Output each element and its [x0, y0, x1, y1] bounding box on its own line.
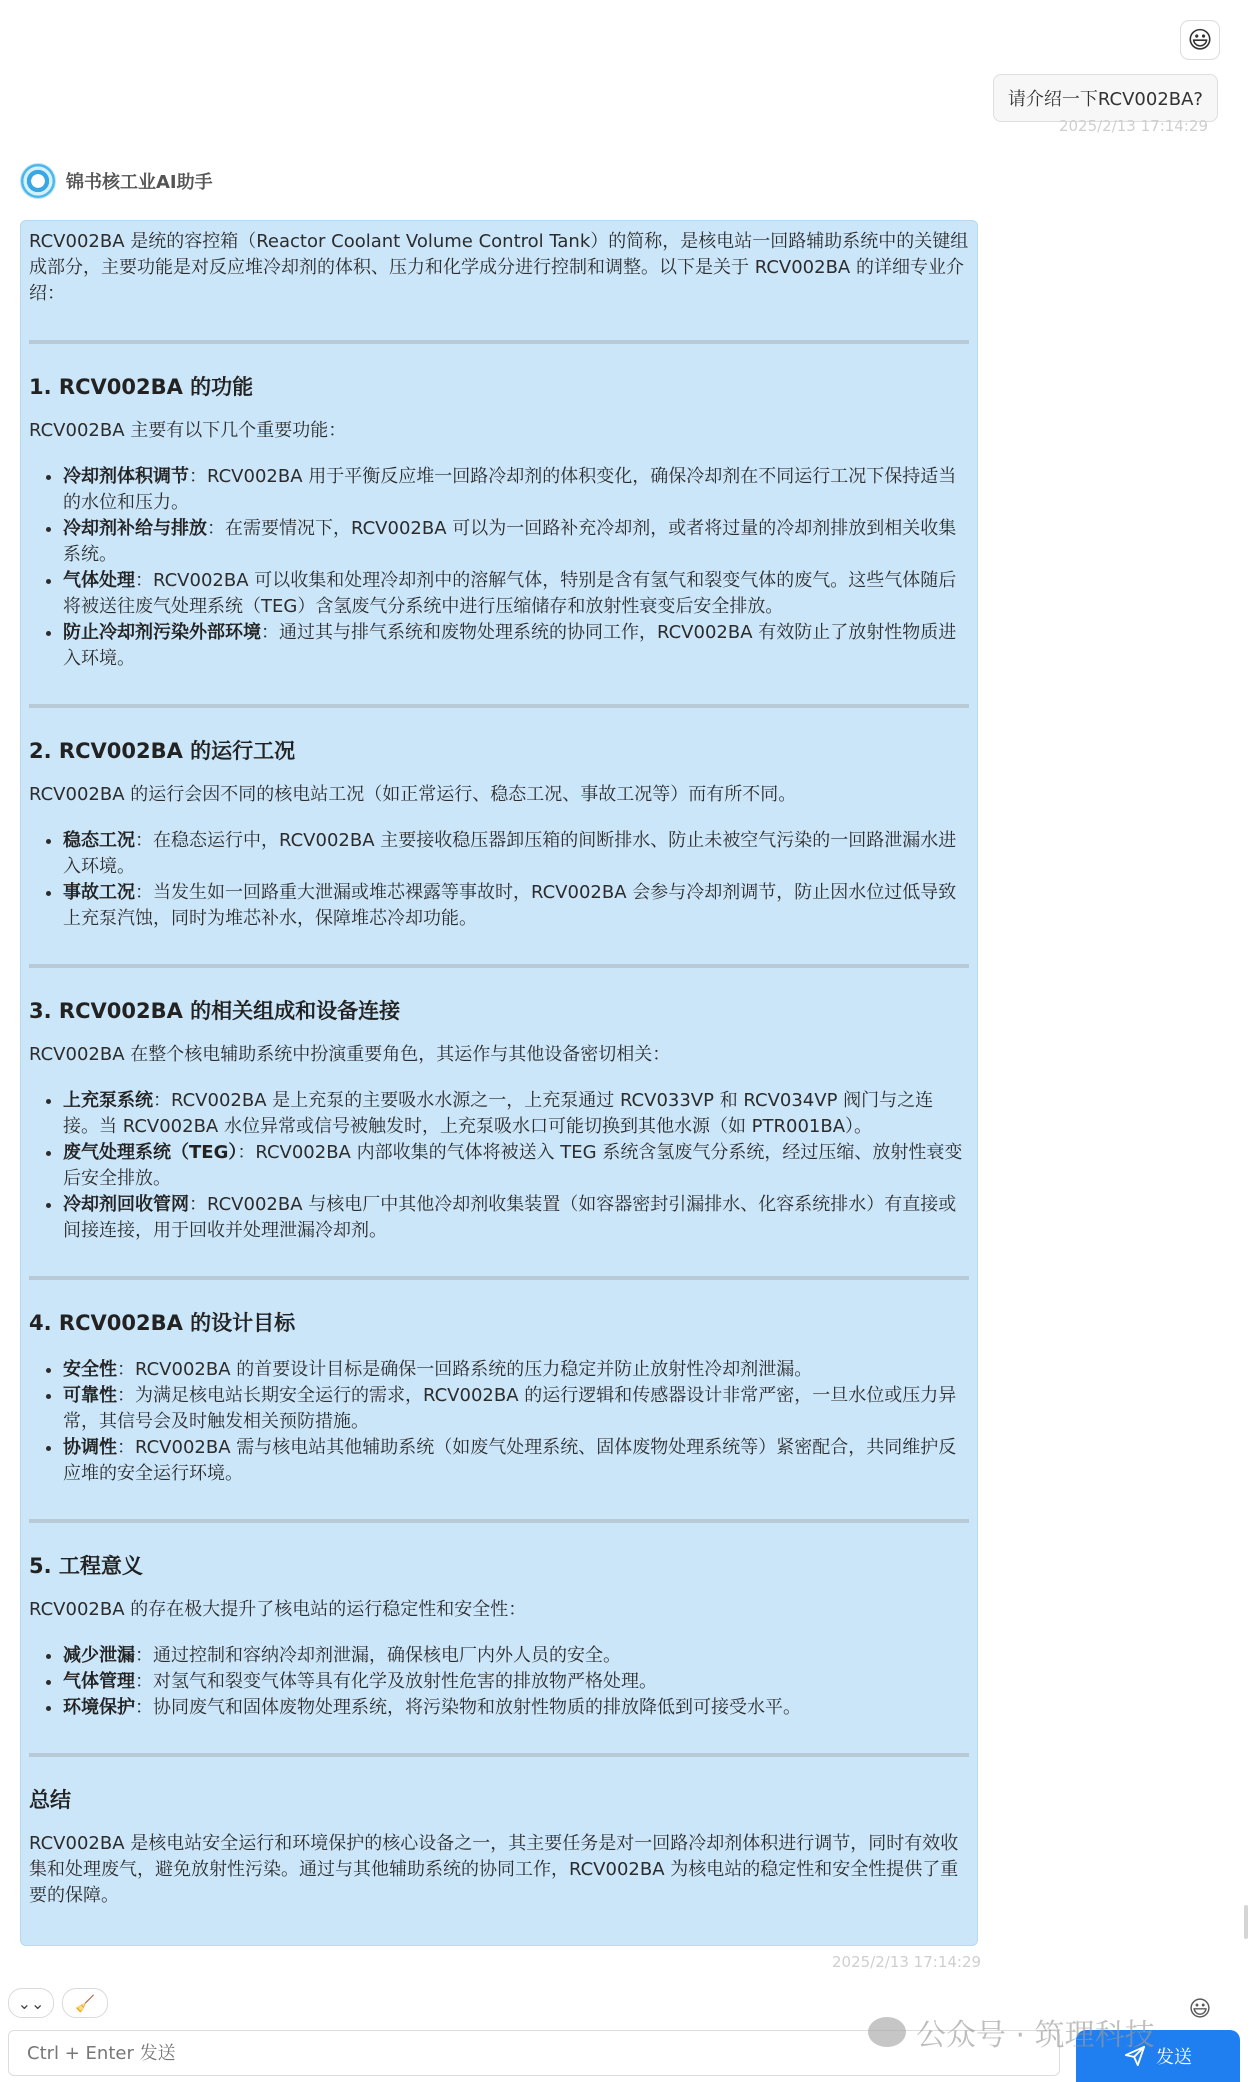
bot-header — [20, 163, 213, 199]
list-item — [63, 1643, 969, 1669]
section-lead: RCV002BA 主要有以下几个重要功能： — [29, 420, 347, 441]
list-item — [63, 1192, 969, 1244]
section-lead: RCV002BA 的存在极大提升了核电站的运行稳定性和安全性： — [29, 1599, 527, 1620]
user-message-time: 2025/2/13 17:14:29 — [1058, 117, 1208, 135]
item-term: 协调性 — [63, 1437, 117, 1458]
broom-icon: 🧹 — [75, 1993, 95, 2013]
smiley-icon: 😃 — [1187, 26, 1213, 54]
list-item — [63, 1695, 969, 1721]
clear-chat-button[interactable] — [62, 1988, 108, 2018]
list-item — [63, 516, 969, 568]
item-text: ：RCV002BA 的首要设计目标是确保一回路系统的压力稳定并防止放射性冷却剂泄漏。 — [117, 1359, 813, 1380]
list-item — [63, 464, 969, 516]
bottom-avatar — [1182, 1994, 1218, 2024]
watermark — [868, 2010, 1155, 2054]
smiley-icon: 😃 — [1188, 1996, 1212, 2022]
section-title: 2. RCV002BA 的运行工况 — [29, 739, 296, 763]
section-list — [29, 828, 969, 932]
item-text: ：为满足核电站长期安全运行的需求，RCV002BA 的运行逻辑和传感器设计非常严密，一旦水位或压力异常，其信号会及时触发相关预防措施。 — [63, 1385, 957, 1432]
section-title: 3. RCV002BA 的相关组成和设备连接 — [29, 999, 401, 1023]
item-term: 防止冷却剂污染外部环境 — [63, 622, 261, 643]
section-title: 4. RCV002BA 的设计目标 — [29, 1311, 296, 1335]
item-text: ：通过控制和容纳冷却剂泄漏，确保核电厂内外人员的安全。 — [135, 1645, 621, 1666]
bot-intro: RCV002BA 是统的容控箱（Reactor Coolant Volume Control Tank）的简称，是核电站一回路辅助系统中的关键组成部分，主要功能是对反应堆冷却剂的体积、压力和化学成分进行控制和调整。以下是关于 RCV002BA 的详细专业介绍： — [29, 231, 969, 304]
item-term: 冷却剂回收管网 — [63, 1194, 189, 1215]
send-label: 发送 — [1156, 2047, 1192, 2068]
item-term: 气体处理 — [63, 570, 135, 591]
divider — [29, 964, 969, 968]
list-item — [63, 880, 969, 932]
item-text: ：当发生如一回路重大泄漏或堆芯裸露等事故时，RCV002BA 会参与冷却剂调节，防止因水位过低导致上充泵汽蚀，同时为堆芯补水，保障堆芯冷却功能。 — [63, 882, 957, 929]
user-message-bubble — [993, 74, 1218, 122]
item-text: ：在需要情况下，RCV002BA 可以为一回路补充冷却剂，或者将过量的冷却剂排放到相关收集系统。 — [63, 518, 957, 565]
item-text: ：在稳态运行中，RCV002BA 主要接收稳压器卸压箱的间断排水、防止未被空气污染的一回路泄漏水进入环境。 — [63, 830, 957, 877]
item-term: 安全性 — [63, 1359, 117, 1380]
list-item — [63, 828, 969, 880]
item-term: 冷却剂补给与排放 — [63, 518, 207, 539]
summary-text: RCV002BA 是核电站安全运行和环境保护的核心设备之一，其主要任务是对一回路冷却剂体积进行调节，同时有效收集和处理废气，避免放射性污染。通过与其他辅助系统的协同工作，RCV002BA 为核电站的稳定性和安全性提供了重要的保障。 — [29, 1833, 959, 1906]
bot-avatar-icon — [20, 163, 56, 199]
item-term: 稳态工况 — [63, 830, 135, 851]
section-title: 5. 工程意义 — [29, 1554, 143, 1578]
wechat-icon — [868, 2017, 906, 2047]
divider — [29, 704, 969, 708]
section-list — [29, 1357, 969, 1487]
item-text: ：RCV002BA 是上充泵的主要吸水水源之一，上充泵通过 RCV033VP 和 RCV034VP 阀门与之连接。当 RCV002BA 水位异常或信号被触发时，上充泵吸水口可能切换到其他水源（如 PTR001BA）。 — [63, 1090, 934, 1137]
scrollbar-thumb[interactable] — [1244, 1905, 1248, 1939]
item-term: 事故工况 — [63, 882, 135, 903]
item-text: ：协同废气和固体废物处理系统，将污染物和放射性物质的排放降低到可接受水平。 — [135, 1697, 801, 1718]
section-list — [29, 464, 969, 672]
item-term: 上充泵系统 — [63, 1090, 153, 1111]
item-text: ：通过其与排气系统和废物处理系统的协同工作，RCV002BA 有效防止了放射性物质进入环境。 — [63, 622, 957, 669]
divider — [29, 1519, 969, 1523]
list-item — [63, 1357, 969, 1383]
item-term: 气体管理 — [63, 1671, 135, 1692]
user-message-text: 请介绍一下RCV002BA? — [1007, 89, 1203, 110]
item-text: ：对氢气和裂变气体等具有化学及放射性危害的排放物严格处理。 — [135, 1671, 657, 1692]
section-lead: RCV002BA 在整个核电辅助系统中扮演重要角色，其运作与其他设备密切相关： — [29, 1044, 671, 1065]
user-avatar — [1180, 20, 1220, 60]
list-item — [63, 1140, 969, 1192]
section-list — [29, 1643, 969, 1721]
item-term: 冷却剂体积调节 — [63, 466, 189, 487]
list-item — [63, 1669, 969, 1695]
section-lead: RCV002BA 的运行会因不同的核电站工况（如正常运行、稳态工况、事故工况等）而有所不同。 — [29, 784, 797, 805]
item-text: ：RCV002BA 内部收集的气体将被送入 TEG 系统含氢废气分系统，经过压缩、放射性衰变后安全排放。 — [63, 1142, 963, 1189]
bot-message-time: 2025/2/13 17:14:29 — [832, 1953, 982, 1971]
bot-message-bubble — [20, 220, 978, 1946]
divider — [29, 340, 969, 344]
item-text: ：RCV002BA 用于平衡反应堆一回路冷却剂的体积变化，确保冷却剂在不同运行工况下保持适当的水位和压力。 — [63, 466, 957, 513]
item-text: ：RCV002BA 需与核电站其他辅助系统（如废气处理系统、固体废物处理系统等）紧密配合，共同维护反应堆的安全运行环境。 — [63, 1437, 957, 1484]
list-item — [63, 568, 969, 620]
divider — [29, 1753, 969, 1757]
double-chevron-down-icon: ⌄⌄ — [17, 1993, 45, 2013]
list-item — [63, 1435, 969, 1487]
item-term: 可靠性 — [63, 1385, 117, 1406]
item-text: ：RCV002BA 可以收集和处理冷却剂中的溶解气体，特别是含有氢气和裂变气体的废气。这些气体随后将被送往废气处理系统（TEG）含氢废气分系统中进行压缩储存和放射性衰变后安全排放。 — [63, 570, 957, 617]
bot-name: 锦书核工业AI助手 — [66, 172, 213, 193]
divider — [29, 1276, 969, 1280]
item-term: 废气处理系统（TEG） — [63, 1142, 238, 1163]
list-item — [63, 1383, 969, 1435]
section-list — [29, 1088, 969, 1244]
scroll-to-bottom-button[interactable] — [8, 1988, 54, 2018]
list-item — [63, 1088, 969, 1140]
item-term: 减少泄漏 — [63, 1645, 135, 1666]
section-title: 1. RCV002BA 的功能 — [29, 375, 254, 399]
item-text: ：RCV002BA 与核电厂中其他冷却剂收集装置（如容器密封引漏排水、化容系统排水）有直接或间接连接，用于回收并处理泄漏冷却剂。 — [63, 1194, 957, 1241]
summary-title: 总结 — [29, 1788, 71, 1812]
list-item — [63, 620, 969, 672]
item-term: 环境保护 — [63, 1697, 135, 1718]
watermark-text: 公众号 · 筑理科技 — [916, 2018, 1155, 2053]
